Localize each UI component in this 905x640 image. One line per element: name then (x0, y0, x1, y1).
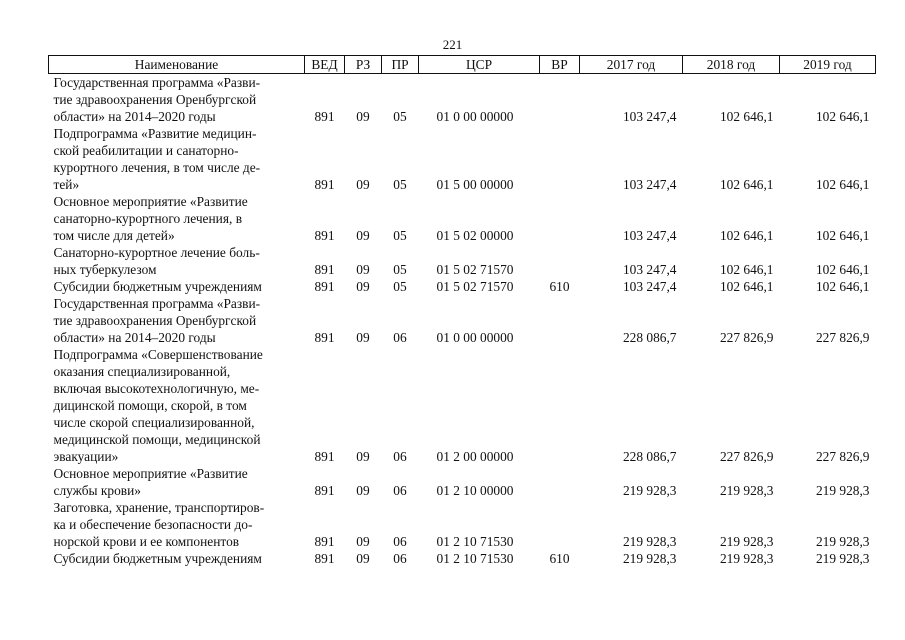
table-row (49, 499, 876, 550)
row-pr: 06 (393, 551, 407, 566)
row-csr: 01 5 02 71570 (436, 262, 514, 277)
row-name (49, 465, 305, 499)
row-pr: 05 (393, 177, 407, 192)
row-name-line: числе скорой специализированной, (53, 415, 255, 430)
budget-table (48, 55, 876, 567)
row-2019: 102 646,1 (815, 262, 870, 277)
row-vr: 610 (549, 279, 570, 294)
row-ved: 891 (314, 228, 335, 243)
row-2018: 102 646,1 (719, 279, 774, 294)
row-pr: 05 (393, 279, 407, 294)
row-pr: 06 (393, 483, 407, 498)
row-ved: 891 (314, 109, 335, 124)
row-name-line: дицинской помощи, скорой, в том (53, 398, 247, 413)
row-name (49, 550, 305, 567)
row-name (49, 125, 305, 193)
row-name (49, 346, 305, 465)
table-header-row (49, 56, 876, 74)
table-row (49, 244, 876, 278)
table-row (49, 125, 876, 193)
row-name-line: курортного лечения, в том числе де- (53, 160, 261, 175)
row-ved: 891 (314, 262, 335, 277)
row-2017: 103 247,4 (622, 228, 677, 243)
row-ved: 891 (314, 330, 335, 345)
row-2017: 228 086,7 (622, 449, 677, 464)
row-vr (540, 74, 580, 126)
row-name-line: службы крови» (53, 483, 141, 498)
row-name-line: области» на 2014–2020 годы (53, 109, 216, 124)
row-name-line: оказания специализированной, (53, 364, 231, 379)
row-name (49, 499, 305, 550)
row-2017: 103 247,4 (622, 279, 677, 294)
row-name-line: ской реабилитации и санаторно- (53, 143, 239, 158)
row-vr (540, 244, 580, 278)
row-pr: 06 (393, 534, 407, 549)
row-rz: 09 (356, 228, 370, 243)
row-2019: 102 646,1 (815, 279, 870, 294)
row-csr: 01 5 02 00000 (436, 228, 514, 243)
row-2019: 219 928,3 (815, 534, 870, 549)
row-name-line: Государственная программа «Разви- (53, 75, 261, 90)
header-name: Наименование (49, 56, 305, 74)
row-name-line: норской крови и ее компонентов (53, 534, 240, 549)
table-row (49, 295, 876, 346)
row-csr: 01 5 02 71570 (436, 279, 514, 294)
row-name-line: тие здравоохранения Оренбургской (53, 313, 257, 328)
header-csr: ЦСР (419, 56, 540, 74)
row-name-line: медицинской помощи, медицинской (53, 432, 261, 447)
row-2018: 102 646,1 (719, 109, 774, 124)
row-2018: 227 826,9 (719, 449, 774, 464)
row-rz: 09 (356, 449, 370, 464)
row-2019: 227 826,9 (815, 330, 870, 345)
header-2018: 2018 год (683, 56, 780, 74)
row-csr: 01 2 10 71530 (436, 534, 514, 549)
table-row (49, 193, 876, 244)
row-name-line: ных туберкулезом (53, 262, 157, 277)
row-vr (540, 346, 580, 465)
row-name-line: тие здравоохранения Оренбургской (53, 92, 257, 107)
header-2019: 2019 год (780, 56, 876, 74)
row-name (49, 278, 305, 295)
row-name-line: включая высокотехнологичную, ме- (53, 381, 260, 396)
row-name (49, 74, 305, 126)
table-row (49, 74, 876, 126)
row-2017: 219 928,3 (622, 551, 677, 566)
row-name (49, 295, 305, 346)
row-name-line: Субсидии бюджетным учреждениям (53, 279, 262, 294)
header-vr: ВР (540, 56, 580, 74)
row-csr: 01 2 10 71530 (436, 551, 514, 566)
row-csr: 01 5 00 00000 (436, 177, 514, 192)
row-rz: 09 (356, 534, 370, 549)
row-2018: 219 928,3 (719, 551, 774, 566)
row-pr: 05 (393, 262, 407, 277)
row-csr: 01 2 10 00000 (436, 483, 514, 498)
table-row (49, 346, 876, 465)
row-vr (540, 465, 580, 499)
row-name-line: Основное мероприятие «Развитие (53, 194, 248, 209)
row-vr (540, 193, 580, 244)
row-name (49, 193, 305, 244)
row-2017: 103 247,4 (622, 177, 677, 192)
row-name-line: санаторно-курортного лечения, в (53, 211, 243, 226)
row-vr: 610 (549, 551, 570, 566)
row-ved: 891 (314, 449, 335, 464)
row-csr: 01 2 00 00000 (436, 449, 514, 464)
row-name-line: Заготовка, хранение, транспортиров- (53, 500, 265, 515)
row-name (49, 244, 305, 278)
row-csr: 01 0 00 00000 (436, 330, 514, 345)
row-2018: 227 826,9 (719, 330, 774, 345)
row-2019: 102 646,1 (815, 109, 870, 124)
row-pr: 05 (393, 228, 407, 243)
row-2019: 102 646,1 (815, 177, 870, 192)
row-2017: 103 247,4 (622, 109, 677, 124)
row-rz: 09 (356, 483, 370, 498)
row-name-line: области» на 2014–2020 годы (53, 330, 216, 345)
page-number: 221 (442, 37, 463, 52)
row-ved: 891 (314, 483, 335, 498)
row-name-line: тей» (53, 177, 80, 192)
row-pr: 05 (393, 109, 407, 124)
row-ved: 891 (314, 534, 335, 549)
row-2019: 102 646,1 (815, 228, 870, 243)
row-2019: 219 928,3 (815, 551, 870, 566)
row-name-line: Подпрограмма «Совершенствование (53, 347, 263, 362)
row-2018: 102 646,1 (719, 228, 774, 243)
row-rz: 09 (356, 177, 370, 192)
row-2018: 219 928,3 (719, 483, 774, 498)
row-pr: 06 (393, 449, 407, 464)
row-ved: 891 (314, 279, 335, 294)
row-csr: 01 0 00 00000 (436, 109, 514, 124)
header-rz: РЗ (345, 56, 382, 74)
row-vr (540, 295, 580, 346)
row-2018: 102 646,1 (719, 177, 774, 192)
row-2018: 102 646,1 (719, 262, 774, 277)
row-name-line: Санаторно-курортное лечение боль- (53, 245, 260, 260)
row-pr: 06 (393, 330, 407, 345)
row-rz: 09 (356, 330, 370, 345)
header-pr: ПР (382, 56, 419, 74)
row-2019: 219 928,3 (815, 483, 870, 498)
table-row (49, 550, 876, 567)
table-body (49, 74, 876, 568)
header-ved: ВЕД (305, 56, 345, 74)
row-name-line: Основное мероприятие «Развитие (53, 466, 248, 481)
row-vr (540, 499, 580, 550)
row-2018: 219 928,3 (719, 534, 774, 549)
row-name-line: Субсидии бюджетным учреждениям (53, 551, 262, 566)
row-rz: 09 (356, 262, 370, 277)
row-ved: 891 (314, 177, 335, 192)
row-name-line: Подпрограмма «Развитие медицин- (53, 126, 257, 141)
header-2017: 2017 год (580, 56, 683, 74)
row-2017: 228 086,7 (622, 330, 677, 345)
row-2017: 219 928,3 (622, 483, 677, 498)
row-name-line: том числе для детей» (53, 228, 175, 243)
row-2019: 227 826,9 (815, 449, 870, 464)
row-name-line: эвакуации» (53, 449, 119, 464)
row-2017: 219 928,3 (622, 534, 677, 549)
row-vr (540, 125, 580, 193)
row-name-line: ка и обеспечение безопасности до- (53, 517, 253, 532)
table-row (49, 465, 876, 499)
table-row (49, 278, 876, 295)
row-2017: 103 247,4 (622, 262, 677, 277)
row-rz: 09 (356, 551, 370, 566)
row-name-line: Государственная программа «Разви- (53, 296, 261, 311)
row-rz: 09 (356, 279, 370, 294)
row-ved: 891 (314, 551, 335, 566)
row-rz: 09 (356, 109, 370, 124)
